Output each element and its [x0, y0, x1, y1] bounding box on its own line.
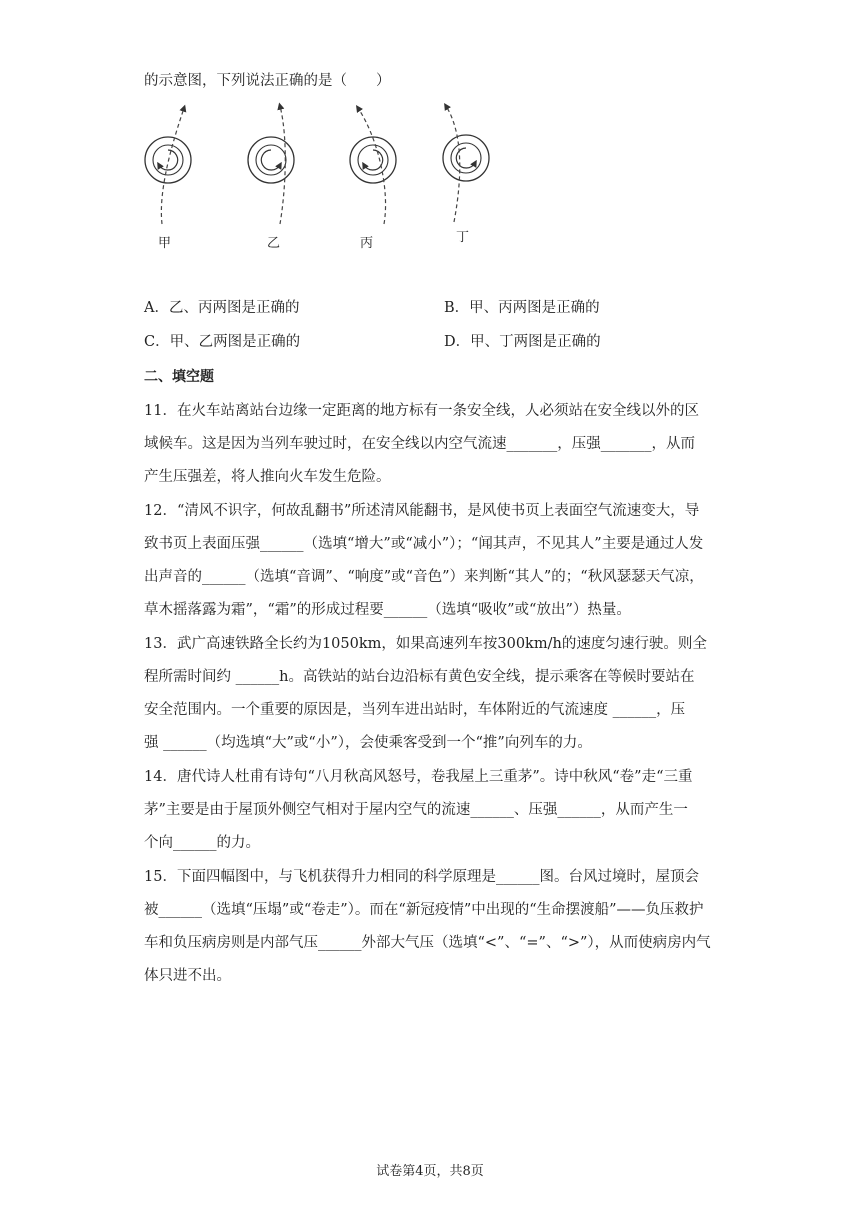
- question-13-line-1: 13．武广高速铁路全长约为1050km，如果高速列车按300km/h的速度匀速行驶。则全: [144, 636, 707, 652]
- question-14-line-2: 茅”主要是由于屋顶外侧空气相对于屋内空气的流速______、压强______，从而产生一: [144, 802, 688, 818]
- option-b[interactable]: B．甲、丙两图是正确的: [444, 300, 600, 316]
- figure-jia: [145, 108, 191, 224]
- page-footer: 试卷第4页，共8页: [376, 1164, 484, 1179]
- question-intro-line: 的示意图，下列说法正确的是（ ）: [144, 73, 391, 89]
- question-12-line-4: 草木摇落露为霜”，“霜”的形成过程要______（选填“吸收”或“放出”）热量。: [144, 602, 631, 618]
- option-a[interactable]: A．乙、丙两图是正确的: [144, 300, 300, 316]
- figure-ding: [443, 106, 489, 222]
- question-11-line-1: 11．在火车站离站台边缘一定距离的地方标有一条安全线，人必须站在安全线以外的区: [144, 403, 699, 419]
- option-d[interactable]: D．甲、丁两图是正确的: [444, 334, 601, 350]
- question-14-line-3: 个向______的力。: [144, 835, 260, 851]
- question-11-line-2: 域候车。这是因为当列车驶过时，在安全线以内空气流速_______，压强_______，从而: [144, 436, 695, 452]
- question-15-line-3: 车和负压病房则是内部气压______外部大气压（选填“<”、“=”、“>”），从而使病房内气: [144, 935, 711, 951]
- question-13-line-3: 安全范围内。一个重要的原因是，当列车进出站时，车体附近的气流速度 ______，压: [144, 702, 686, 718]
- question-12-line-1: 12．“清风不识字，何故乱翻书”所述清风能翻书，是风使书页上表面空气流速变大，导: [144, 503, 700, 519]
- figure-label-ding: 丁: [456, 230, 470, 245]
- ball-rotation-figure: [140, 98, 500, 258]
- question-12-line-3: 出声音的______（选填“音调”、“响度”或“音色”）来判断“其人”的；“秋风瑟瑟天气凉，: [144, 569, 704, 585]
- question-13-line-4: 强 ______（均选填“大”或“小”），会使乘客受到一个“推”向列车的力。: [144, 735, 592, 751]
- figure-bing: [350, 108, 396, 224]
- figure-yi: [248, 106, 294, 224]
- figure-label-yi: 乙: [267, 236, 281, 251]
- option-c[interactable]: C．甲、乙两图是正确的: [144, 334, 301, 350]
- question-12-line-2: 致书页上表面压强______（选填“增大”或“减小”）；“闻其声，不见其人”主要是通过人发: [144, 536, 704, 552]
- figure-label-jia: 甲: [158, 236, 172, 251]
- figure-label-bing: 丙: [360, 236, 374, 251]
- section-title: 二、填空题: [144, 369, 214, 385]
- question-13-line-2: 程所需时间约 ______h。高铁站的站台边沿标有黄色安全线，提示乘客在等候时要站在: [144, 669, 695, 685]
- question-14-line-1: 14．唐代诗人杜甫有诗句“八月秋高风怒号，卷我屋上三重茅”。诗中秋风“卷”走“三重: [144, 769, 693, 785]
- question-15-line-2: 被______（选填“压塌”或“卷走”）。而在“新冠疫情”中出现的“生命摆渡船”——负压救护: [144, 902, 704, 918]
- question-11-line-3: 产生压强差，将人推向火车发生危险。: [144, 469, 391, 485]
- question-15-line-1: 15．下面四幅图中，与飞机获得升力相同的科学原理是______图。台风过境时，屋顶会: [144, 869, 699, 885]
- question-15-line-4: 体只进不出。: [144, 968, 231, 984]
